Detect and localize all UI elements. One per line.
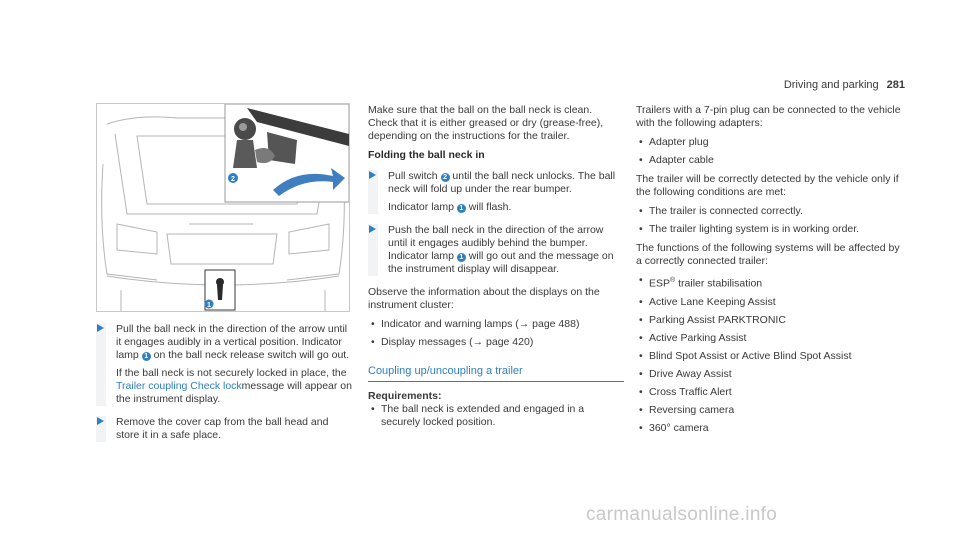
indicator-lamp-1-icon: 1 bbox=[142, 352, 151, 361]
step-arrow-icon bbox=[369, 225, 376, 233]
callout-1: 1 bbox=[207, 302, 211, 309]
adapters-intro: Trailers with a 7-pin plug can be connected to the vehicle with the following adapters: bbox=[636, 104, 901, 129]
requirements-label: Requirements: bbox=[368, 390, 442, 402]
list-item: • ESP® trailer stabilisation bbox=[636, 274, 908, 291]
list-item: • Reversing camera bbox=[636, 404, 908, 417]
list-item: • 360° camera bbox=[636, 422, 908, 435]
column-3 bbox=[636, 104, 908, 441]
list-item: • Parking Assist PARKTRONIC bbox=[636, 314, 908, 327]
conditions-list bbox=[636, 205, 908, 236]
list-item: • The trailer lighting system is in working order. bbox=[636, 223, 908, 236]
list-item: • Drive Away Assist bbox=[636, 368, 908, 381]
step-remove-cover-cap: Remove the cover cap from the ball head and store it in a safe place. bbox=[96, 416, 354, 442]
callout-2: 2 bbox=[231, 176, 235, 183]
list-item: • Indicator and warning lamps (→ page 488) bbox=[368, 318, 624, 331]
section-title: Driving and parking bbox=[783, 79, 879, 91]
folding-heading: Folding the ball neck in bbox=[368, 149, 485, 161]
list-item: • Display messages (→ page 420) bbox=[368, 336, 624, 349]
observe-list bbox=[368, 318, 624, 349]
requirements-list bbox=[368, 403, 624, 429]
column-1 bbox=[96, 323, 354, 452]
page-header bbox=[784, 79, 905, 92]
column-2 bbox=[368, 104, 624, 435]
tow-hitch-figure bbox=[96, 103, 350, 312]
list-item: • Blind Spot Assist or Active Blind Spot Assist bbox=[636, 350, 908, 363]
list-item: • Active Lane Keeping Assist bbox=[636, 296, 908, 309]
switch-2-icon: 2 bbox=[441, 173, 450, 182]
step-pull-switch: Pull switch 2 until the ball neck unlocks. The ball neck will fold up under the rear bumper. Indicator lamp 1 will flash. bbox=[368, 170, 624, 214]
intro-paragraph: Make sure that the ball on the ball neck is clean. Check that it is either greased or dry (grease-free), depending on the instructions for the trailer. bbox=[368, 104, 604, 142]
indicator-lamp-1-icon: 1 bbox=[457, 253, 466, 262]
step-arrow-icon bbox=[97, 417, 104, 425]
step-push-ball-neck: Push the ball neck in the direction of the arrow until it engages audibly behind the bumper. Indicator lamp 1 will go out and the message on the instrument display will disappear. bbox=[368, 224, 624, 276]
detect-paragraph: The trailer will be correctly detected by the vehicle only if the following conditions are met: bbox=[636, 173, 899, 198]
list-item: • The trailer is connected correctly. bbox=[636, 205, 908, 218]
page-number: 281 bbox=[886, 79, 905, 91]
list-item: • Adapter plug bbox=[636, 136, 908, 149]
step-arrow-icon bbox=[369, 171, 376, 179]
systems-list bbox=[636, 274, 908, 435]
step-pull-ball-neck: Pull the ball neck in the direction of the arrow until it engages audibly in a vertical position. Indicator lamp 1 on the ball neck release switch will go out. If the ball neck is not securely locked in place, the Trailer coupling Check lockmessage will appear on the instrument display. bbox=[96, 323, 354, 406]
functions-paragraph: The functions of the following systems will be affected by a correctly connected trailer: bbox=[636, 242, 900, 267]
step-arrow-icon bbox=[97, 324, 104, 332]
list-item: • Cross Traffic Alert bbox=[636, 386, 908, 399]
coupling-section-title: Coupling up/uncoupling a trailer bbox=[368, 365, 624, 382]
list-item: • Active Parking Assist bbox=[636, 332, 908, 345]
observe-paragraph: Observe the information about the displays on the instrument cluster: bbox=[368, 286, 600, 311]
watermark: carmanualsonline.info bbox=[586, 504, 778, 525]
indicator-lamp-1-icon: 1 bbox=[457, 204, 466, 213]
display-message-text: Trailer coupling Check lock bbox=[116, 380, 242, 392]
list-item: • Adapter cable bbox=[636, 154, 908, 167]
adapters-list bbox=[636, 136, 908, 167]
list-item: • The ball neck is extended and engaged in a securely locked position. bbox=[368, 403, 624, 429]
vehicle-rear-illustration bbox=[97, 104, 349, 311]
